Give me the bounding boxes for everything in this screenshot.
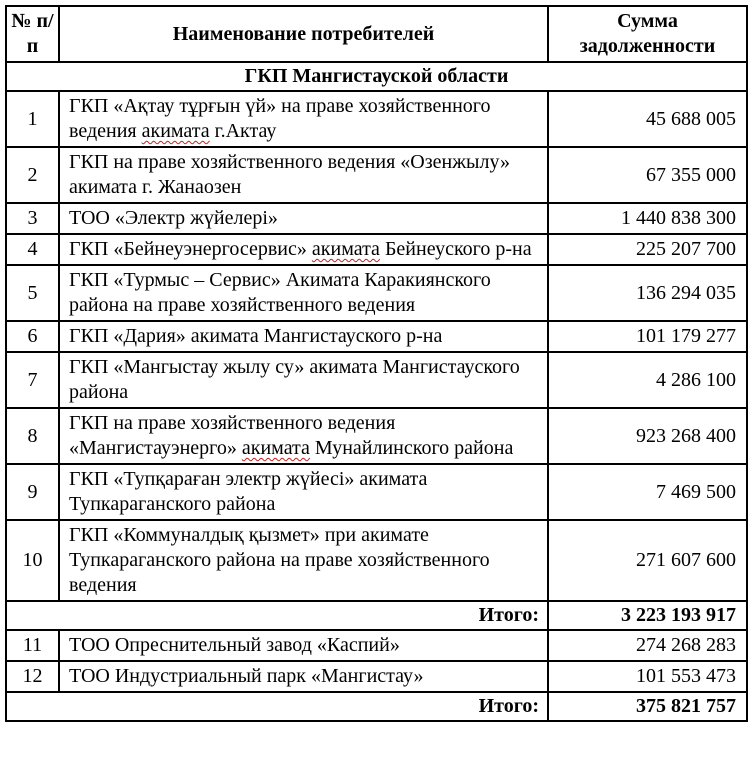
consumer-name-text: ТОО Индустриальный парк «Мангистау» bbox=[69, 665, 424, 687]
consumer-name-text: ГКП на праве хозяйственного ведения «Озенжылу» акимата г. Жанаозен bbox=[69, 151, 510, 198]
row-number: 1 bbox=[6, 91, 59, 147]
amount-cell: 4 286 100 bbox=[548, 352, 747, 408]
table-row bbox=[6, 203, 747, 234]
row-number: 3 bbox=[6, 203, 59, 234]
amount-cell: 225 207 700 bbox=[548, 234, 747, 265]
consumer-name-text: ТОО «Электр жүйелері» bbox=[69, 207, 278, 229]
amount-cell: 67 355 000 bbox=[548, 147, 747, 203]
amount-cell: 7 469 500 bbox=[548, 464, 747, 520]
consumer-name-text: ГКП «Турмыс – Сервис» Акимата Каракиянского района на праве хозяйственного ведения bbox=[69, 269, 491, 316]
consumer-name-text-after: г.Актау bbox=[209, 120, 277, 142]
table-row bbox=[6, 630, 747, 661]
amount-cell: 923 268 400 bbox=[548, 408, 747, 464]
section-row bbox=[6, 62, 747, 91]
total-row bbox=[6, 692, 747, 721]
misspelled-word: акимата bbox=[311, 238, 380, 260]
header-row bbox=[6, 6, 747, 62]
row-number: 7 bbox=[6, 352, 59, 408]
consumer-name-text: ГКП «Бейнеуэнергосервис» bbox=[69, 238, 312, 260]
col-header-amount: Сумма задолженности bbox=[548, 6, 747, 62]
amount-cell: 1 440 838 300 bbox=[548, 203, 747, 234]
row-number: 10 bbox=[6, 520, 59, 601]
amount-cell: 136 294 035 bbox=[548, 265, 747, 321]
section-title: ГКП Мангистауской области bbox=[6, 62, 747, 91]
consumer-name-text: ГКП «Ақтау тұрғын үй» на праве хозяйственного ведения bbox=[69, 95, 491, 142]
table-row bbox=[6, 91, 747, 147]
consumer-name bbox=[59, 630, 548, 661]
consumer-name-text: ТОО Опреснительный завод «Каспий» bbox=[69, 634, 400, 656]
consumer-name bbox=[59, 352, 548, 408]
consumer-name-text: ГКП «Коммуналдық қызмет» при акимате Тупкараганского района на праве хозяйственного ведения bbox=[69, 524, 490, 596]
consumer-name bbox=[59, 203, 548, 234]
subtotal-label: Итого: bbox=[6, 601, 548, 630]
row-number: 9 bbox=[6, 464, 59, 520]
consumer-name bbox=[59, 234, 548, 265]
consumer-name bbox=[59, 661, 548, 692]
row-number: 12 bbox=[6, 661, 59, 692]
amount-cell: 101 553 473 bbox=[548, 661, 747, 692]
consumer-name-text: ГКП на праве хозяйственного ведения «Мангистауэнерго» bbox=[69, 412, 396, 459]
total-amount: 375 821 757 bbox=[548, 692, 747, 721]
table-row bbox=[6, 352, 747, 408]
amount-cell: 271 607 600 bbox=[548, 520, 747, 601]
consumer-name bbox=[59, 464, 548, 520]
consumer-name-text-after: Бейнеуского р-на bbox=[379, 238, 532, 260]
table-row bbox=[6, 408, 747, 464]
misspelled-word: акимата bbox=[241, 437, 310, 459]
consumer-name bbox=[59, 520, 548, 601]
row-number: 2 bbox=[6, 147, 59, 203]
subtotal-row bbox=[6, 601, 747, 630]
amount-cell: 274 268 283 bbox=[548, 630, 747, 661]
table-row bbox=[6, 520, 747, 601]
misspelled-word: акимата bbox=[141, 120, 210, 142]
total-label: Итого: bbox=[6, 692, 548, 721]
row-number: 4 bbox=[6, 234, 59, 265]
row-number: 8 bbox=[6, 408, 59, 464]
table-row bbox=[6, 147, 747, 203]
row-number: 5 bbox=[6, 265, 59, 321]
table-row bbox=[6, 265, 747, 321]
table-row bbox=[6, 234, 747, 265]
col-header-num: № п/п bbox=[6, 6, 59, 62]
table-row bbox=[6, 464, 747, 520]
table-row bbox=[6, 321, 747, 352]
consumer-name-text: ГКП «Тупқараған электр жүйесі» акимата Тупкараганского района bbox=[69, 468, 428, 515]
row-number: 11 bbox=[6, 630, 59, 661]
amount-cell: 45 688 005 bbox=[548, 91, 747, 147]
consumer-name-text: ГКП «Дария» акимата Мангистауского р-на bbox=[69, 325, 443, 347]
consumer-name-text-after: Мунайлинского района bbox=[309, 437, 514, 459]
consumer-name bbox=[59, 321, 548, 352]
consumer-name bbox=[59, 265, 548, 321]
consumer-name bbox=[59, 408, 548, 464]
amount-cell: 101 179 277 bbox=[548, 321, 747, 352]
consumer-name bbox=[59, 147, 548, 203]
subtotal-amount: 3 223 193 917 bbox=[548, 601, 747, 630]
row-number: 6 bbox=[6, 321, 59, 352]
debtors-table bbox=[5, 5, 748, 722]
col-header-name: Наименование потребителей bbox=[59, 6, 548, 62]
consumer-name-text: ГКП «Мангыстау жылу су» акимата Мангистауского района bbox=[69, 356, 520, 403]
table-row bbox=[6, 661, 747, 692]
consumer-name bbox=[59, 91, 548, 147]
